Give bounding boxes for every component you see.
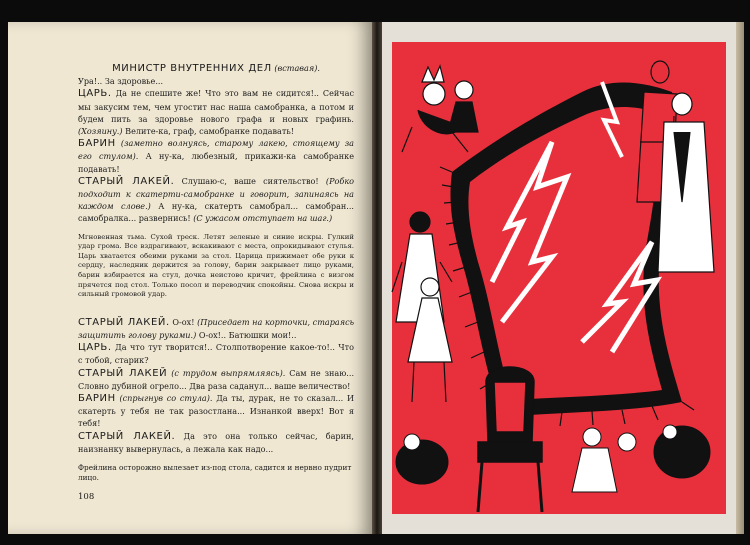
line2-barin: [78, 392, 354, 430]
line-minister-cont: [78, 75, 354, 87]
speaker-name: СТАРЫЙ ЛАКЕЙ.: [78, 316, 170, 328]
speaker-name: БАРИН: [78, 138, 116, 150]
speaker-name: ЦАРЬ.: [78, 342, 112, 354]
line-text: Да что тут творится!.. Столпотворение какое-то!.. Что с тобой, старик?: [78, 342, 354, 366]
speaker-name: ЦАРЬ.: [78, 88, 112, 100]
stage-note: (с трудом выпрямляясь).: [171, 367, 286, 378]
illustration: [382, 22, 736, 534]
speaker-name: МИНИСТР ВНУТРЕННИХ ДЕЛ: [112, 63, 272, 74]
line-text: О-ох!.. Батюшки мои!..: [198, 330, 297, 340]
line2-lackey: [78, 316, 354, 341]
stage-direction: Мгновенная тьма. Сухой треск. Летят зеленые и синие искры. Гулкий удар грома. Все вздрагивают, вскакивают с места, опрокидывают стулья. Царь хватается обеими руками за стол. Царица прижимает обе руки к сердцу, наследник держится за голову, барин закрывает лицо руками, барин взбирается на стул, дочка неистово кричит, фрейлина с визгом прячется под стол. Только посол и переводчик спокойны. Снова искры и сильный громовой удар.: [78, 232, 354, 299]
line2-lackey-c: [78, 430, 354, 455]
stage-note: (Приседает на корточки, стараясь защитить голову руками.): [78, 316, 355, 340]
line-text: Да не спешите же! Что это вам не сидится!.. Сейчас мы закусим тем, чем угостит нас наша самобранка, а потом и будем пить за здоровье нового графа и новых графинь.: [78, 88, 354, 124]
line-barin: [78, 137, 354, 175]
line2-lackey-b: [78, 367, 354, 392]
left-page: [8, 22, 372, 534]
line-text: Велите-ка, граф, самобранке подавать!: [125, 126, 294, 137]
stage-note: (вставая).: [274, 63, 320, 73]
right-page: [382, 22, 736, 534]
line-text: Слушаю-с, ваше сиятельство!: [181, 175, 319, 186]
line-minister: [78, 62, 354, 75]
crouching-figure-right-icon: [654, 425, 710, 478]
line-text: Да это она только сейчас, барин, наизнанку вывернулась, а лежала как надо...: [78, 430, 354, 454]
speaker-name: СТАРЫЙ ЛАКЕЙ: [78, 367, 168, 379]
line-text: Да ты, дурак, не то сказал... И скатерть у тебя не так разостлана... Изнанкой вверх! Вот я тебя!: [78, 393, 354, 429]
book-gutter: [372, 22, 382, 534]
line-text: О-ох!: [172, 316, 195, 327]
line-tsar: [78, 87, 354, 137]
page-number: 108: [78, 492, 95, 502]
stage-note: (Робко подходит к скатерти-самобранке и говорит, запинаясь на каждом слове.): [78, 175, 355, 212]
speaker-name: БАРИН: [78, 393, 116, 405]
line-text: Сам не знаю... Словно дубиной огрело... Два раза саданул... ваше величество!: [78, 367, 355, 391]
line-text: А ну-ка, любезный, прикажи-ка самобранке подавать!: [78, 151, 354, 174]
stage-note: (спрыгнув со стула).: [119, 393, 213, 404]
line-text: Ура!.. За здоровье...: [78, 76, 164, 87]
line2-tsar: [78, 341, 354, 366]
stage-note: (Хозяину.): [78, 126, 123, 137]
final-direction: Фрейлина осторожно вылезает из-под стола, садится и нервно пудрит лицо.: [78, 463, 352, 483]
play-text: [78, 62, 354, 483]
line-lackey: [78, 175, 354, 225]
stage-note: (заметно волнуясь, старому лакею, стоящему за его стулом).: [78, 138, 355, 162]
page-edge: [736, 22, 744, 534]
speaker-name: СТАРЫЙ ЛАКЕЙ.: [78, 430, 176, 442]
stage-note: (С ужасом отступает на шаг.): [193, 213, 333, 224]
speaker-name: СТАРЫЙ ЛАКЕЙ.: [78, 175, 175, 187]
line-text: А ну-ка, скатерть самобрал... самобран... самобралка... развернись!: [78, 201, 355, 224]
